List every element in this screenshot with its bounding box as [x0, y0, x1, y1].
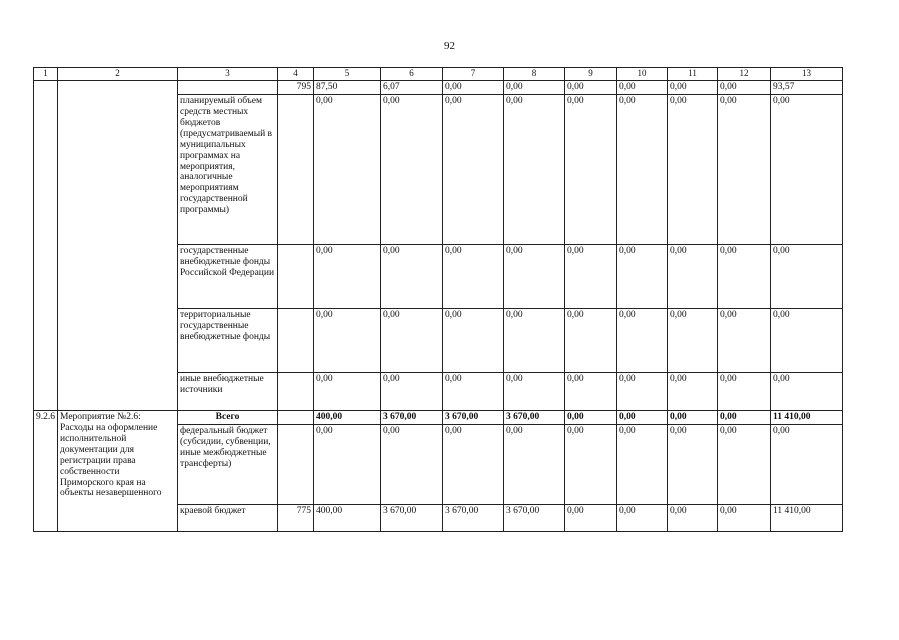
value-cell: 0,00	[668, 245, 718, 309]
value-cell: 0,00	[718, 425, 771, 505]
value-cell: 400,00	[314, 411, 381, 425]
value-cell: 3 670,00	[381, 505, 443, 532]
funding-source-label: государственные внебюджетные фонды Российской Федерации	[178, 245, 278, 309]
value-cell: 0,00	[718, 505, 771, 532]
code-cell: 775	[278, 505, 314, 532]
value-cell: 0,00	[771, 95, 843, 245]
header-col-5: 5	[314, 68, 381, 81]
value-cell: 0,00	[381, 425, 443, 505]
value-cell: 0,00	[668, 309, 718, 373]
value-cell: 0,00	[617, 245, 668, 309]
header-col-6: 6	[381, 68, 443, 81]
value-cell: 0,00	[443, 95, 504, 245]
table-row	[34, 81, 843, 95]
value-cell: 0,00	[314, 309, 381, 373]
value-cell: 0,00	[668, 95, 718, 245]
measure-number: 9.2.6	[34, 411, 58, 532]
value-cell: 0,00	[504, 81, 565, 95]
value-cell: 11 410,00	[771, 411, 843, 425]
value-cell: 0,00	[617, 425, 668, 505]
value-cell: 0,00	[617, 309, 668, 373]
value-cell: 0,00	[565, 95, 617, 245]
value-cell: 0,00	[718, 309, 771, 373]
value-cell: 0,00	[718, 81, 771, 95]
header-row	[34, 68, 843, 81]
value-cell: 0,00	[504, 373, 565, 411]
code-cell	[278, 425, 314, 505]
value-cell: 0,00	[565, 81, 617, 95]
value-cell: 400,00	[314, 505, 381, 532]
header-col-3: 3	[178, 68, 278, 81]
value-cell: 0,00	[668, 81, 718, 95]
value-cell: 0,00	[314, 373, 381, 411]
value-cell: 0,00	[443, 245, 504, 309]
value-cell: 0,00	[565, 425, 617, 505]
header-col-11: 11	[668, 68, 718, 81]
header-col-1: 1	[34, 68, 58, 81]
value-cell: 0,00	[381, 245, 443, 309]
value-cell: 0,00	[504, 425, 565, 505]
measure-title: Мероприятие №2.6: Расходы на оформление исполнительной документации для регистрации права собственности Приморского края на объекты незавершенного	[58, 411, 178, 532]
value-cell: 0,00	[565, 373, 617, 411]
value-cell: 0,00	[771, 373, 843, 411]
value-cell: 0,00	[504, 245, 565, 309]
code-cell	[278, 95, 314, 245]
funding-source-label: иные внебюджетные источники	[178, 373, 278, 411]
code-cell: 795	[278, 81, 314, 95]
value-cell: 93,57	[771, 81, 843, 95]
header-col-8: 8	[504, 68, 565, 81]
value-cell: 0,00	[565, 309, 617, 373]
value-cell: 11 410,00	[771, 505, 843, 532]
header-col-2: 2	[58, 68, 178, 81]
budget-table	[33, 67, 843, 532]
value-cell: 3 670,00	[504, 505, 565, 532]
value-cell: 0,00	[565, 245, 617, 309]
value-cell: 0,00	[718, 373, 771, 411]
value-cell: 0,00	[771, 245, 843, 309]
page-number: 92	[444, 40, 455, 52]
cell-col2	[58, 81, 178, 411]
funding-source-label	[178, 81, 278, 95]
value-cell: 0,00	[565, 411, 617, 425]
funding-source-label: краевой бюджет	[178, 505, 278, 532]
value-cell: 0,00	[565, 505, 617, 532]
value-cell: 0,00	[668, 373, 718, 411]
value-cell: 0,00	[617, 505, 668, 532]
value-cell: 0,00	[668, 411, 718, 425]
value-cell: 0,00	[617, 81, 668, 95]
funding-source-label: Всего	[178, 411, 278, 425]
value-cell: 0,00	[443, 309, 504, 373]
value-cell: 0,00	[443, 81, 504, 95]
value-cell: 3 670,00	[381, 411, 443, 425]
code-cell	[278, 245, 314, 309]
header-col-7: 7	[443, 68, 504, 81]
value-cell: 0,00	[668, 425, 718, 505]
value-cell: 0,00	[504, 309, 565, 373]
value-cell: 0,00	[381, 373, 443, 411]
value-cell: 0,00	[617, 95, 668, 245]
header-col-4: 4	[278, 68, 314, 81]
value-cell: 0,00	[314, 245, 381, 309]
value-cell: 0,00	[381, 95, 443, 245]
code-cell	[278, 411, 314, 425]
code-cell	[278, 373, 314, 411]
code-cell	[278, 309, 314, 373]
value-cell: 0,00	[668, 505, 718, 532]
value-cell: 6,07	[381, 81, 443, 95]
value-cell: 0,00	[718, 95, 771, 245]
value-cell: 3 670,00	[443, 411, 504, 425]
value-cell: 0,00	[617, 411, 668, 425]
header-col-10: 10	[617, 68, 668, 81]
value-cell: 0,00	[381, 309, 443, 373]
header-col-12: 12	[718, 68, 771, 81]
value-cell: 0,00	[314, 425, 381, 505]
funding-source-label: планируемый объем средств местных бюджетов (предусматриваемый в муниципальных программах на мероприятия, аналогичные мероприятиям государственной программы)	[178, 95, 278, 245]
cell-col1	[34, 81, 58, 411]
value-cell: 3 670,00	[443, 505, 504, 532]
value-cell: 0,00	[314, 95, 381, 245]
value-cell: 0,00	[504, 95, 565, 245]
funding-source-label: федеральный бюджет (субсидии, субвенции, иные межбюджетные трансферты)	[178, 425, 278, 505]
table-row	[34, 411, 843, 425]
funding-source-label: территориальные государственные внебюджетные фонды	[178, 309, 278, 373]
value-cell: 0,00	[443, 425, 504, 505]
value-cell: 0,00	[443, 373, 504, 411]
value-cell: 0,00	[718, 245, 771, 309]
header-col-9: 9	[565, 68, 617, 81]
header-col-13: 13	[771, 68, 843, 81]
value-cell: 0,00	[771, 309, 843, 373]
value-cell: 0,00	[718, 411, 771, 425]
value-cell: 87,50	[314, 81, 381, 95]
value-cell: 3 670,00	[504, 411, 565, 425]
value-cell: 0,00	[771, 425, 843, 505]
value-cell: 0,00	[617, 373, 668, 411]
